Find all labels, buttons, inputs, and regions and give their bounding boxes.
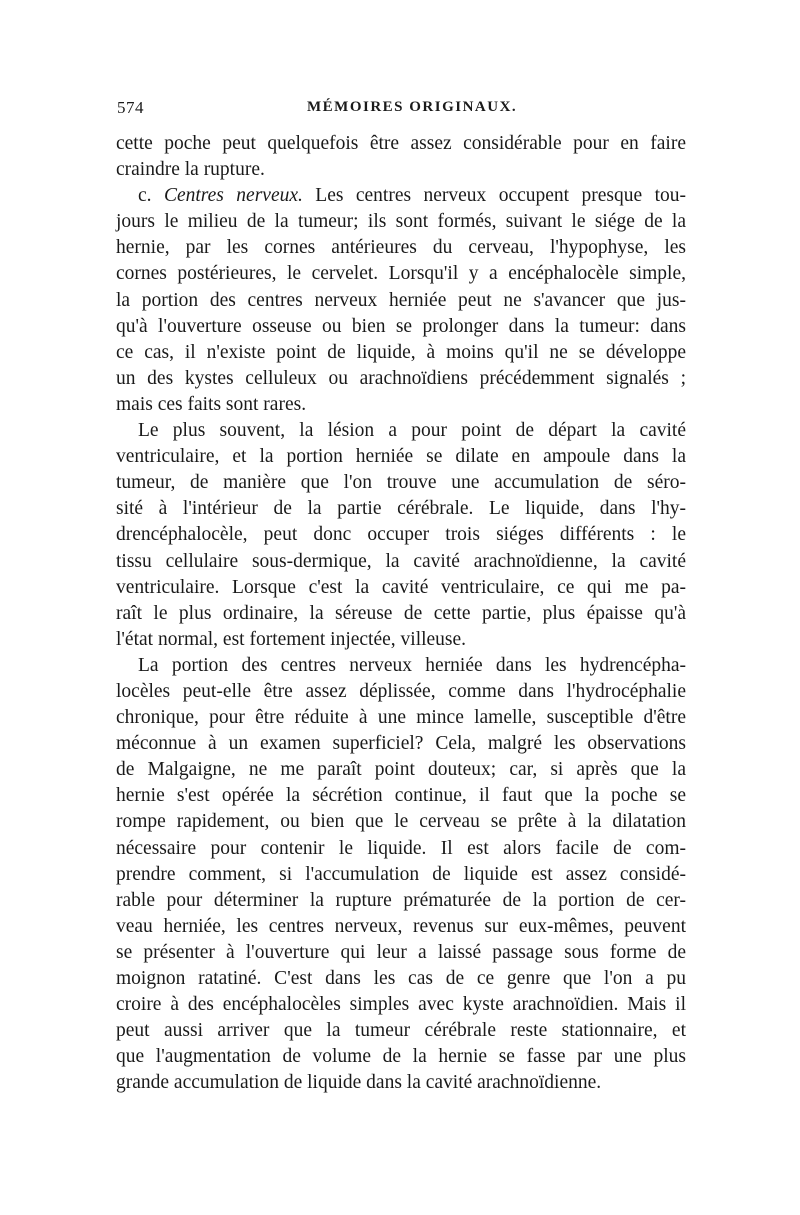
text-line: cette poche peut quelquefois être assez considérable pour en faire bbox=[116, 133, 686, 154]
text-line: rompe rapidement, ou bien que le cerveau se prête à la dilatation bbox=[116, 811, 686, 833]
body-text bbox=[116, 131, 686, 1096]
text-line: jours le milieu de la tumeur; ils sont formés, suivant le siége de la bbox=[116, 211, 686, 233]
text-line: rable pour déterminer la rupture prématurée de la portion de cer- bbox=[116, 889, 686, 911]
text-line: qu'à l'ouverture osseuse ou bien se prolonger dans la tumeur: dans bbox=[116, 315, 686, 337]
text-line: prendre comment, si l'accumulation de liquide est assez considé- bbox=[116, 863, 686, 885]
text-line: que l'augmentation de volume de la hernie se fasse par une plus bbox=[116, 1046, 686, 1068]
running-head bbox=[117, 98, 685, 122]
text-line: l'état normal, est fortement injectée, villeuse. bbox=[116, 628, 467, 650]
text-line: mais ces faits sont rares. bbox=[116, 393, 307, 415]
text-line: moignon ratatiné. C'est dans les cas de ce genre que l'on a pu bbox=[116, 968, 686, 989]
text-line: chronique, pour être réduite à une mince lamelle, susceptible d'être bbox=[116, 707, 686, 729]
text-line: sité à l'intérieur de la partie cérébrale. Le liquide, dans l'hy- bbox=[116, 498, 686, 520]
text-line: La portion des centres nerveux herniée dans les hydrencépha- bbox=[138, 654, 686, 676]
page-number: 574 bbox=[117, 98, 144, 117]
text-line: hernie, par les cornes antérieures du cerveau, l'hypophyse, les bbox=[116, 237, 686, 259]
text-line: cornes postérieures, le cervelet. Lorsqu'il y a encéphalocèle simple, bbox=[116, 263, 686, 285]
text-line-italic-heading: c. Centres nerveux. Les centres nerveux occupent presque tou- bbox=[138, 185, 686, 207]
text-line: un des kystes celluleux ou arachnoïdiens précédemment signalés ; bbox=[116, 367, 686, 389]
section-heading-italic: Centres nerveux. bbox=[163, 185, 303, 207]
text-line: ventriculaire, et la portion herniée se dilate en ampoule dans la bbox=[116, 446, 686, 468]
text-line: ventriculaire. Lorsque c'est la cavité ventriculaire, ce qui me pa- bbox=[116, 576, 686, 598]
text-line: grande accumulation de liquide dans la cavité arachnoïdienne. bbox=[116, 1072, 602, 1094]
text-line: se présenter à l'ouverture qui leur a laissé passage sous forme de bbox=[116, 941, 686, 963]
text-line: de Malgaigne, ne me paraît point douteux; car, si après que la bbox=[116, 759, 686, 781]
running-title: MÉMOIRES ORIGINAUX. bbox=[307, 99, 518, 115]
text-line: tissu cellulaire sous-dermique, la cavité arachnoïdienne, la cavité bbox=[116, 550, 686, 572]
text-line: raît le plus ordinaire, la séreuse de cette partie, plus épaisse qu'à bbox=[116, 602, 686, 624]
text-line: tumeur, de manière que l'on trouve une accumulation de séro- bbox=[116, 472, 686, 494]
text-line: veau herniée, les centres nerveux, revenus sur eux-mêmes, peuvent bbox=[116, 915, 686, 937]
text-line: craindre la rupture. bbox=[116, 159, 265, 181]
text-line: croire à des encéphalocèles simples avec kyste arachnoïdien. Mais il bbox=[116, 994, 686, 1016]
text-line: Le plus souvent, la lésion a pour point de départ la cavité bbox=[138, 420, 686, 442]
text-line: drencéphalocèle, peut donc occuper trois siéges différents : le bbox=[116, 524, 686, 546]
text-line: hernie s'est opérée la sécrétion continue, il faut que la poche se bbox=[116, 785, 686, 807]
text-line: nécessaire pour contenir le liquide. Il est alors facile de com- bbox=[116, 837, 686, 859]
text-line: la portion des centres nerveux herniée peut ne s'avancer que jus- bbox=[116, 289, 686, 311]
text-line: peut aussi arriver que la tumeur cérébrale reste stationnaire, et bbox=[116, 1020, 686, 1042]
text-line: ce cas, il n'existe point de liquide, à moins qu'il ne se développe bbox=[116, 341, 686, 363]
text-line: locèles peut-elle être assez déplissée, comme dans l'hydrocéphalie bbox=[116, 680, 686, 702]
text-line: méconnue à un examen superficiel? Cela, malgré les observations bbox=[116, 733, 686, 755]
